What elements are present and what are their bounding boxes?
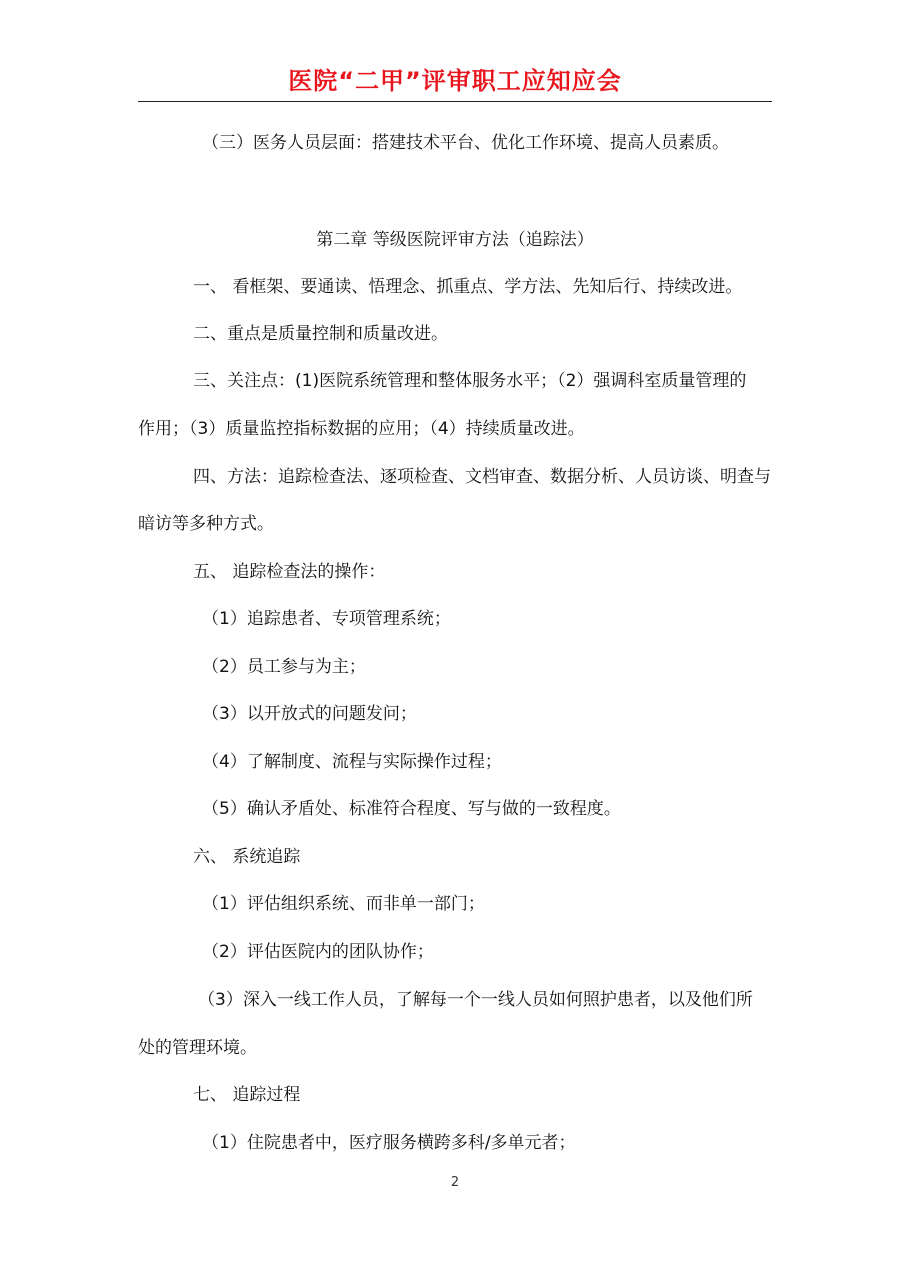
list-item: （4）了解制度、流程与实际操作过程；	[202, 752, 502, 772]
paragraph-item-three-line-2: 作用；（3）质量监控指标数据的应用；（4）持续质量改进。	[138, 419, 585, 439]
list-item: （1）住院患者中，医疗服务横跨多科/多单元者；	[202, 1133, 576, 1153]
list-item-line-1: （3）深入一线工作人员，了解每一个一线人员如何照护患者，以及他们所	[198, 990, 753, 1010]
paragraph-item-four-line-1: 四、方法：追踪检查法、逐项检查、文档审查、数据分析、人员访谈、明查与	[193, 467, 771, 487]
page-header-title: 医院“二甲”评审职工应知应会	[288, 67, 622, 95]
list-item-line-2: 处的管理环境。	[138, 1038, 257, 1058]
list-item: （2）评估医院内的团队协作；	[202, 942, 434, 962]
paragraph-item-seven: 七、 追踪过程	[193, 1085, 301, 1105]
paragraph-medical-staff-level: （三）医务人员层面：搭建技术平台、优化工作环境、提高人员素质。	[202, 133, 729, 153]
list-item: （5）确认矛盾处、标准符合程度、写与做的一致程度。	[202, 799, 621, 819]
paragraph-item-four-line-2: 暗访等多种方式。	[138, 514, 274, 534]
paragraph-item-six: 六、 系统追踪	[193, 847, 301, 867]
chapter-heading: 第二章 等级医院评审方法（追踪法）	[316, 230, 594, 250]
list-item: （1）评估组织系统、而非单一部门；	[202, 894, 485, 914]
list-item: （2）员工参与为主；	[202, 657, 366, 677]
header-divider	[138, 101, 772, 102]
list-item: （3）以开放式的问题发问；	[202, 704, 417, 724]
page-number: 2	[450, 1175, 460, 1190]
paragraph-item-two: 二、重点是质量控制和质量改进。	[193, 324, 448, 344]
list-item: （1）追踪患者、专项管理系统；	[202, 609, 451, 629]
paragraph-item-three-line-1: 三、关注点：(1)医院系统管理和整体服务水平；（2）强调科室质量管理的	[193, 371, 747, 391]
paragraph-item-one: 一、 看框架、要通读、悟理念、抓重点、学方法、先知后行、持续改进。	[193, 277, 743, 297]
paragraph-item-five: 五、 追踪检查法的操作：	[193, 562, 386, 582]
